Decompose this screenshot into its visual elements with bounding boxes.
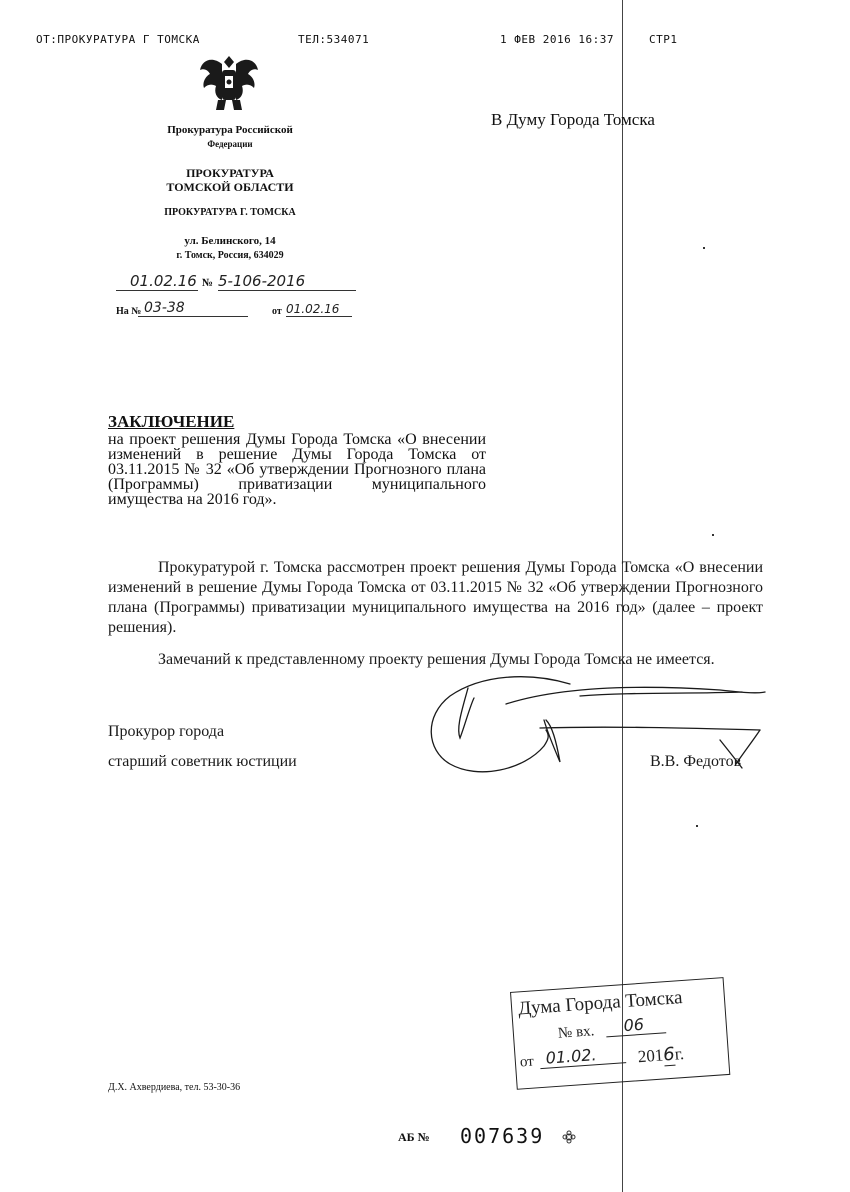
serial-number: 007639 [460,1124,545,1148]
executor-note: Д.Х. Ахвердиева, тел. 53-30-36 [108,1082,241,1093]
document-subject: на проект решения Думы Города Томска «О внесении изменений в решение Думы Города Томска от 03.11.2015 № 32 «Об утверждении Прогнозного плана (Программы) приватизации муниципального имущества на 2016 год». [108,431,486,508]
signatory-rank: старший советник юстиции [108,753,297,770]
signatory-position: Прокурор города [108,723,225,740]
registration-stamp [510,977,730,1090]
outgoing-number-prefix: № [202,277,214,289]
body-paragraph-2: Замечаний к представленному проекту решения Думы Города Томска не имеется. [158,651,715,668]
addressee: В Думу Города Томска [491,110,655,129]
emblem-icon [196,48,262,114]
scan-speck [703,247,705,249]
handwritten-signature [420,670,770,785]
reference-number: 03-38 [138,300,248,317]
stamp-year [637,1043,685,1067]
scan-speck [712,534,714,536]
scan-speck [696,825,698,827]
reference-label: На № [116,306,142,317]
stamp-date-label: от [519,1053,535,1071]
stamp-number-value: 06 [605,1013,666,1037]
sender-address-street: ул. Белинского, 14 [184,235,276,247]
signatory-name: В.В. Федотов [650,753,742,770]
sender-line-1: Прокуратура Российской [167,124,293,136]
body-paragraph-1: Прокуратурой г. Томска рассмотрен проект решения Думы Города Томска «О внесении изменений в решение Думы Города Томска от 03.11.2015 № 32 «Об утверждении Прогнозного плана (Программы) приватизации муниципального имущества на 2016 год» (далее – проект решения). [108,559,763,636]
rosette-icon [562,1130,576,1144]
reference-date-label: от [272,306,282,317]
fax-phone: ТЕЛ:534071 [298,33,370,46]
sender-line-5: ПРОКУРАТУРА Г. ТОМСКА [164,207,296,218]
serial-label: АБ № [398,1130,430,1144]
sender-line-4: ТОМСКОЙ ОБЛАСТИ [166,180,294,194]
stamp-title: Дума Города Томска [517,987,684,1020]
outgoing-date: 01.02.16 [116,272,198,291]
sender-line-2: Федерации [207,139,253,149]
fax-page: СТР1 [649,33,678,46]
stamp-number-label: № вх. [557,1023,595,1042]
sender-address-city: г. Томск, Россия, 634029 [176,250,284,261]
document-title: ЗАКЛЮЧЕНИЕ [108,412,235,431]
stamp-date-value: 01.02. [539,1043,626,1069]
fax-from: ОТ:ПРОКУРАТУРА Г ТОМСКА [36,33,200,46]
sender-line-3: ПРОКУРАТУРА [186,166,274,180]
reference-date: 01.02.16 [286,302,352,317]
stamp-year-digit: 6 [662,1043,676,1066]
stamp-year-prefix: 201 [637,1045,664,1067]
outgoing-number: 5-106-2016 [218,272,356,291]
stamp-year-suffix: г. [674,1044,685,1064]
fax-datetime: 1 ФЕВ 2016 16:37 [500,33,614,46]
